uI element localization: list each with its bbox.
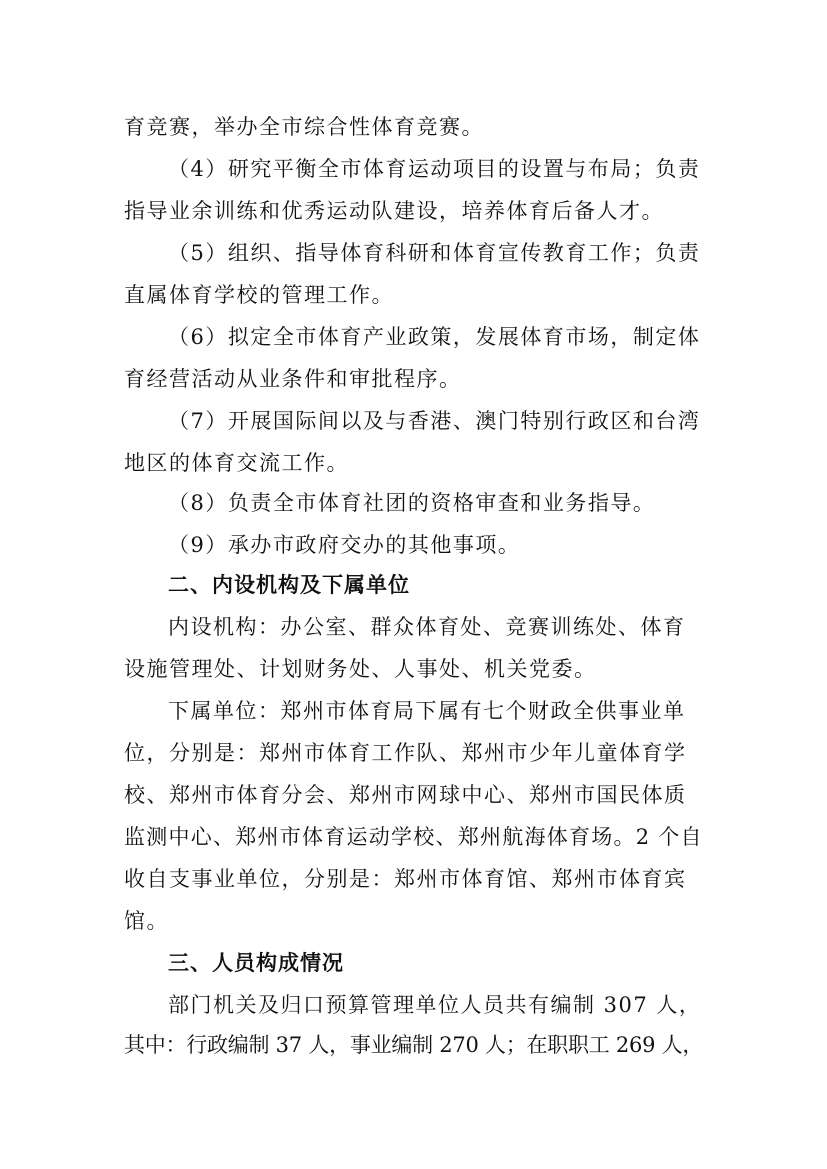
text-line: 指导业余训练和优秀运动队建设，培养体育后备人才。	[124, 199, 664, 223]
text-line: 地区的体育交流工作。	[124, 451, 349, 475]
text-line: 下属单位：郑州市体育局下属有七个财政全供事业单	[168, 699, 686, 723]
text-line: 监测中心、郑州市体育运动学校、郑州航海体育场。2 个自	[124, 825, 703, 849]
section-heading: 二、内设机构及下属单位	[168, 573, 410, 597]
text-line: 位，分别是：郑州市体育工作队、郑州市少年儿童体育学	[124, 741, 687, 765]
text-line: 直属体育学校的管理工作。	[124, 283, 394, 307]
section-heading: 三、人员构成情况	[168, 951, 344, 975]
text-line: 其中：行政编制 37 人，事业编制 270 人；在职职工 269 人，	[124, 1033, 704, 1057]
text-line: （8）负责全市体育社团的资格审查和业务指导。	[168, 491, 656, 515]
text-line: 育经营活动从业条件和审批程序。	[124, 367, 462, 391]
text-line: 部门机关及归口预算管理单位人员共有编制 307 人，	[168, 993, 702, 1017]
text-line: （5）组织、指导体育科研和体育宣传教育工作；负责	[168, 241, 701, 265]
text-line: 内设机构：办公室、群众体育处、竞赛训练处、体育	[168, 615, 686, 639]
text-line: （7）开展国际间以及与香港、澳门特别行政区和台湾	[168, 409, 701, 433]
text-line: （9）承办市政府交办的其他事项。	[168, 533, 521, 557]
text-line: （6）拟定全市体育产业政策，发展体育市场，制定体	[168, 325, 701, 349]
text-line: 收自支事业单位，分别是：郑州市体育馆、郑州市体育宾	[124, 867, 687, 891]
text-line: 育竞赛，举办全市综合性体育竞赛。	[124, 115, 484, 139]
text-line: 校、郑州市体育分会、郑州市网球中心、郑州市国民体质	[124, 783, 687, 807]
text-line: 设施管理处、计划财务处、人事处、机关党委。	[124, 657, 597, 681]
text-line: 馆。	[124, 909, 169, 933]
text-line: （4）研究平衡全市体育运动项目的设置与布局；负责	[168, 157, 701, 181]
